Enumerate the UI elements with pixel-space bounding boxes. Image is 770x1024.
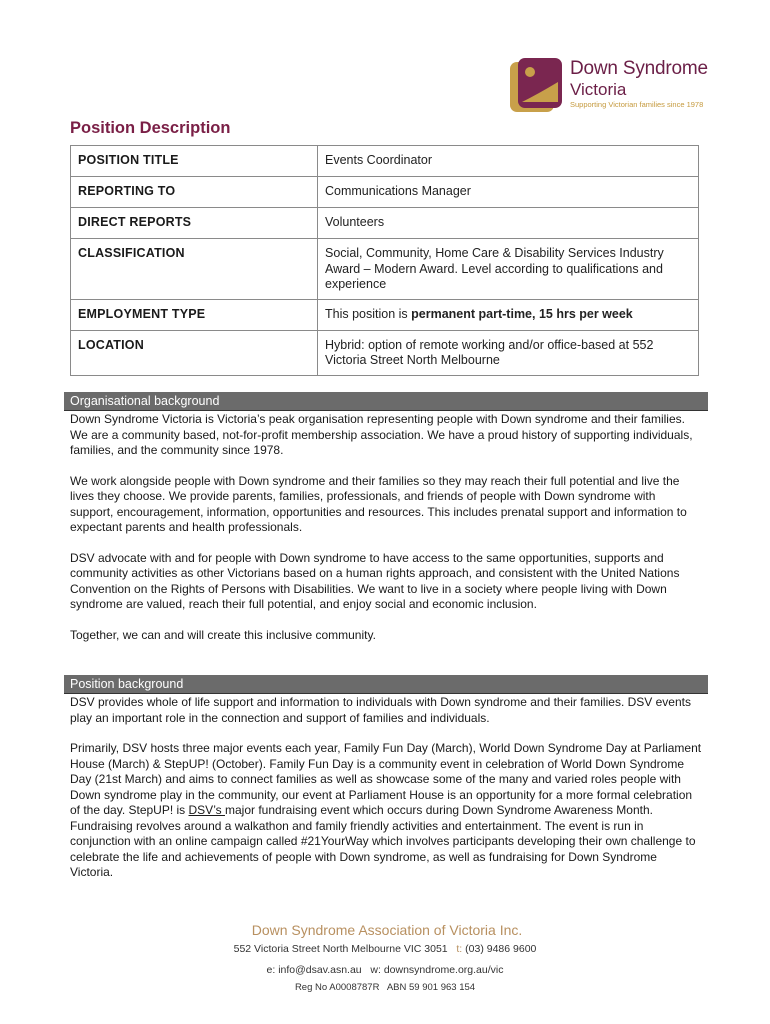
- table-row: [71, 208, 699, 239]
- footer-web-label: w:: [370, 964, 381, 976]
- row-value: Communications Manager: [318, 177, 699, 208]
- paragraph: We work alongside people with Down syndrome and their families so they may reach their full potential and live the lives they choose. We provide parents, families, professionals, and friends of people with Down syndrome with support, encouragement, information, opportunities and resources. This includes prenatal support and information to expectant parents and health professionals.: [70, 473, 687, 534]
- paragraph: Down Syndrome Victoria is Victoria’s peak organisation representing people with Down syndrome and their families. We are a community based, not-for-profit membership association. We have a proud history of supporting individuals, families, and the community since 1978.: [70, 412, 693, 457]
- page-title: Position Description: [70, 119, 231, 137]
- row-label: POSITION TITLE: [71, 146, 318, 177]
- paragraph: [64, 741, 708, 881]
- row-value: Social, Community, Home Care & Disability Services Industry Award – Modern Award. Level according to qualifications and experience: [318, 239, 699, 300]
- footer-address-line: [0, 943, 770, 955]
- footer-phone-label: t:: [456, 943, 463, 955]
- employment-prefix: This position is: [325, 306, 412, 321]
- footer: [0, 922, 770, 993]
- footer-contact-line: [0, 964, 770, 976]
- paragraph: DSV provides whole of life support and information to individuals with Down syndrome and their families. DSV events play an important role in the connection and support of families and individuals.: [70, 695, 691, 725]
- logo-name-line1: Down Syndrome: [570, 58, 708, 79]
- footer-email[interactable]: info@dsav.asn.au: [278, 964, 362, 976]
- footer-org-name: Down Syndrome Association of Victoria Inc.: [251, 922, 523, 938]
- paragraph-text: Primarily, DSV hosts three major events each year, Family Fun Day (March), World Down Syndrome Day at Parliament House (March) & StepUP! (October). Family Fun Day is a community event in celebration of World Down Syndrome Day (21st March) and aims to connect families as well as showcase some of the many and varied roles people with Down syndrome play in the community, our event at Parliament House is an opportunity for a more formal celebration of the day. StepUP! is: [70, 741, 702, 817]
- logo-name-line2: Victoria: [570, 80, 627, 99]
- row-label: EMPLOYMENT TYPE: [71, 299, 318, 330]
- logo-tagline: Supporting Victorian families since 1978: [570, 100, 704, 109]
- footer-address: 552 Victoria Street North Melbourne VIC 3051: [233, 943, 448, 955]
- logo-mark-icon: [508, 56, 564, 116]
- position-background-section: [64, 675, 708, 881]
- position-table: [70, 145, 699, 376]
- row-label: CLASSIFICATION: [71, 239, 318, 300]
- footer-web[interactable]: downsyndrome.org.au/vic: [383, 964, 504, 976]
- row-value: Events Coordinator: [318, 146, 699, 177]
- underlined-text: DSV’s: [188, 803, 225, 817]
- footer-reg: Reg No A0008787R ABN 59 901 963 154: [294, 982, 476, 993]
- table-row: [71, 146, 699, 177]
- employment-type-bold: permanent part-time, 15 hrs per week: [411, 306, 633, 321]
- section-heading: Position background: [64, 675, 708, 694]
- paragraph: Together, we can and will create this inclusive community.: [70, 627, 376, 642]
- footer-phone: (03) 9486 9600: [465, 943, 537, 955]
- row-label: DIRECT REPORTS: [71, 208, 318, 239]
- row-value: Volunteers: [318, 208, 699, 239]
- row-label: REPORTING TO: [71, 177, 318, 208]
- logo: [508, 56, 718, 118]
- table-row: [71, 330, 699, 375]
- table-row: [71, 177, 699, 208]
- paragraph-text: major fundraising event which occurs during Down Syndrome Awareness Month. Fundraising revolves around a walkathon and family friendly activities and entertainment. The event is run in conjunction with an online campaign called #21YourWay which involves participants developing their own challenge to celebrate the life and achievements of people with Down syndrome, as well as fundraising for Down Syndrome Victoria.: [70, 803, 696, 879]
- org-background-section: [64, 392, 708, 643]
- paragraph: DSV advocate with and for people with Down syndrome to have access to the same opportunities, supports and community activities as other Victorians based on a human rights approach, and consistent with the United Nations Convention on the Rights of Persons with Disabilities. We want to live in a society where people living with Down syndrome are valued, reach their full potential, and enjoy social and economic inclusion.: [70, 550, 680, 611]
- footer-email-label: e:: [266, 964, 276, 976]
- row-label: LOCATION: [71, 330, 318, 375]
- table-row: [71, 239, 699, 300]
- table-row: [71, 299, 699, 330]
- section-heading: Organisational background: [64, 392, 708, 411]
- row-value: Hybrid: option of remote working and/or office-based at 552 Victoria Street North Melbourne: [318, 330, 699, 375]
- row-value: [318, 299, 699, 330]
